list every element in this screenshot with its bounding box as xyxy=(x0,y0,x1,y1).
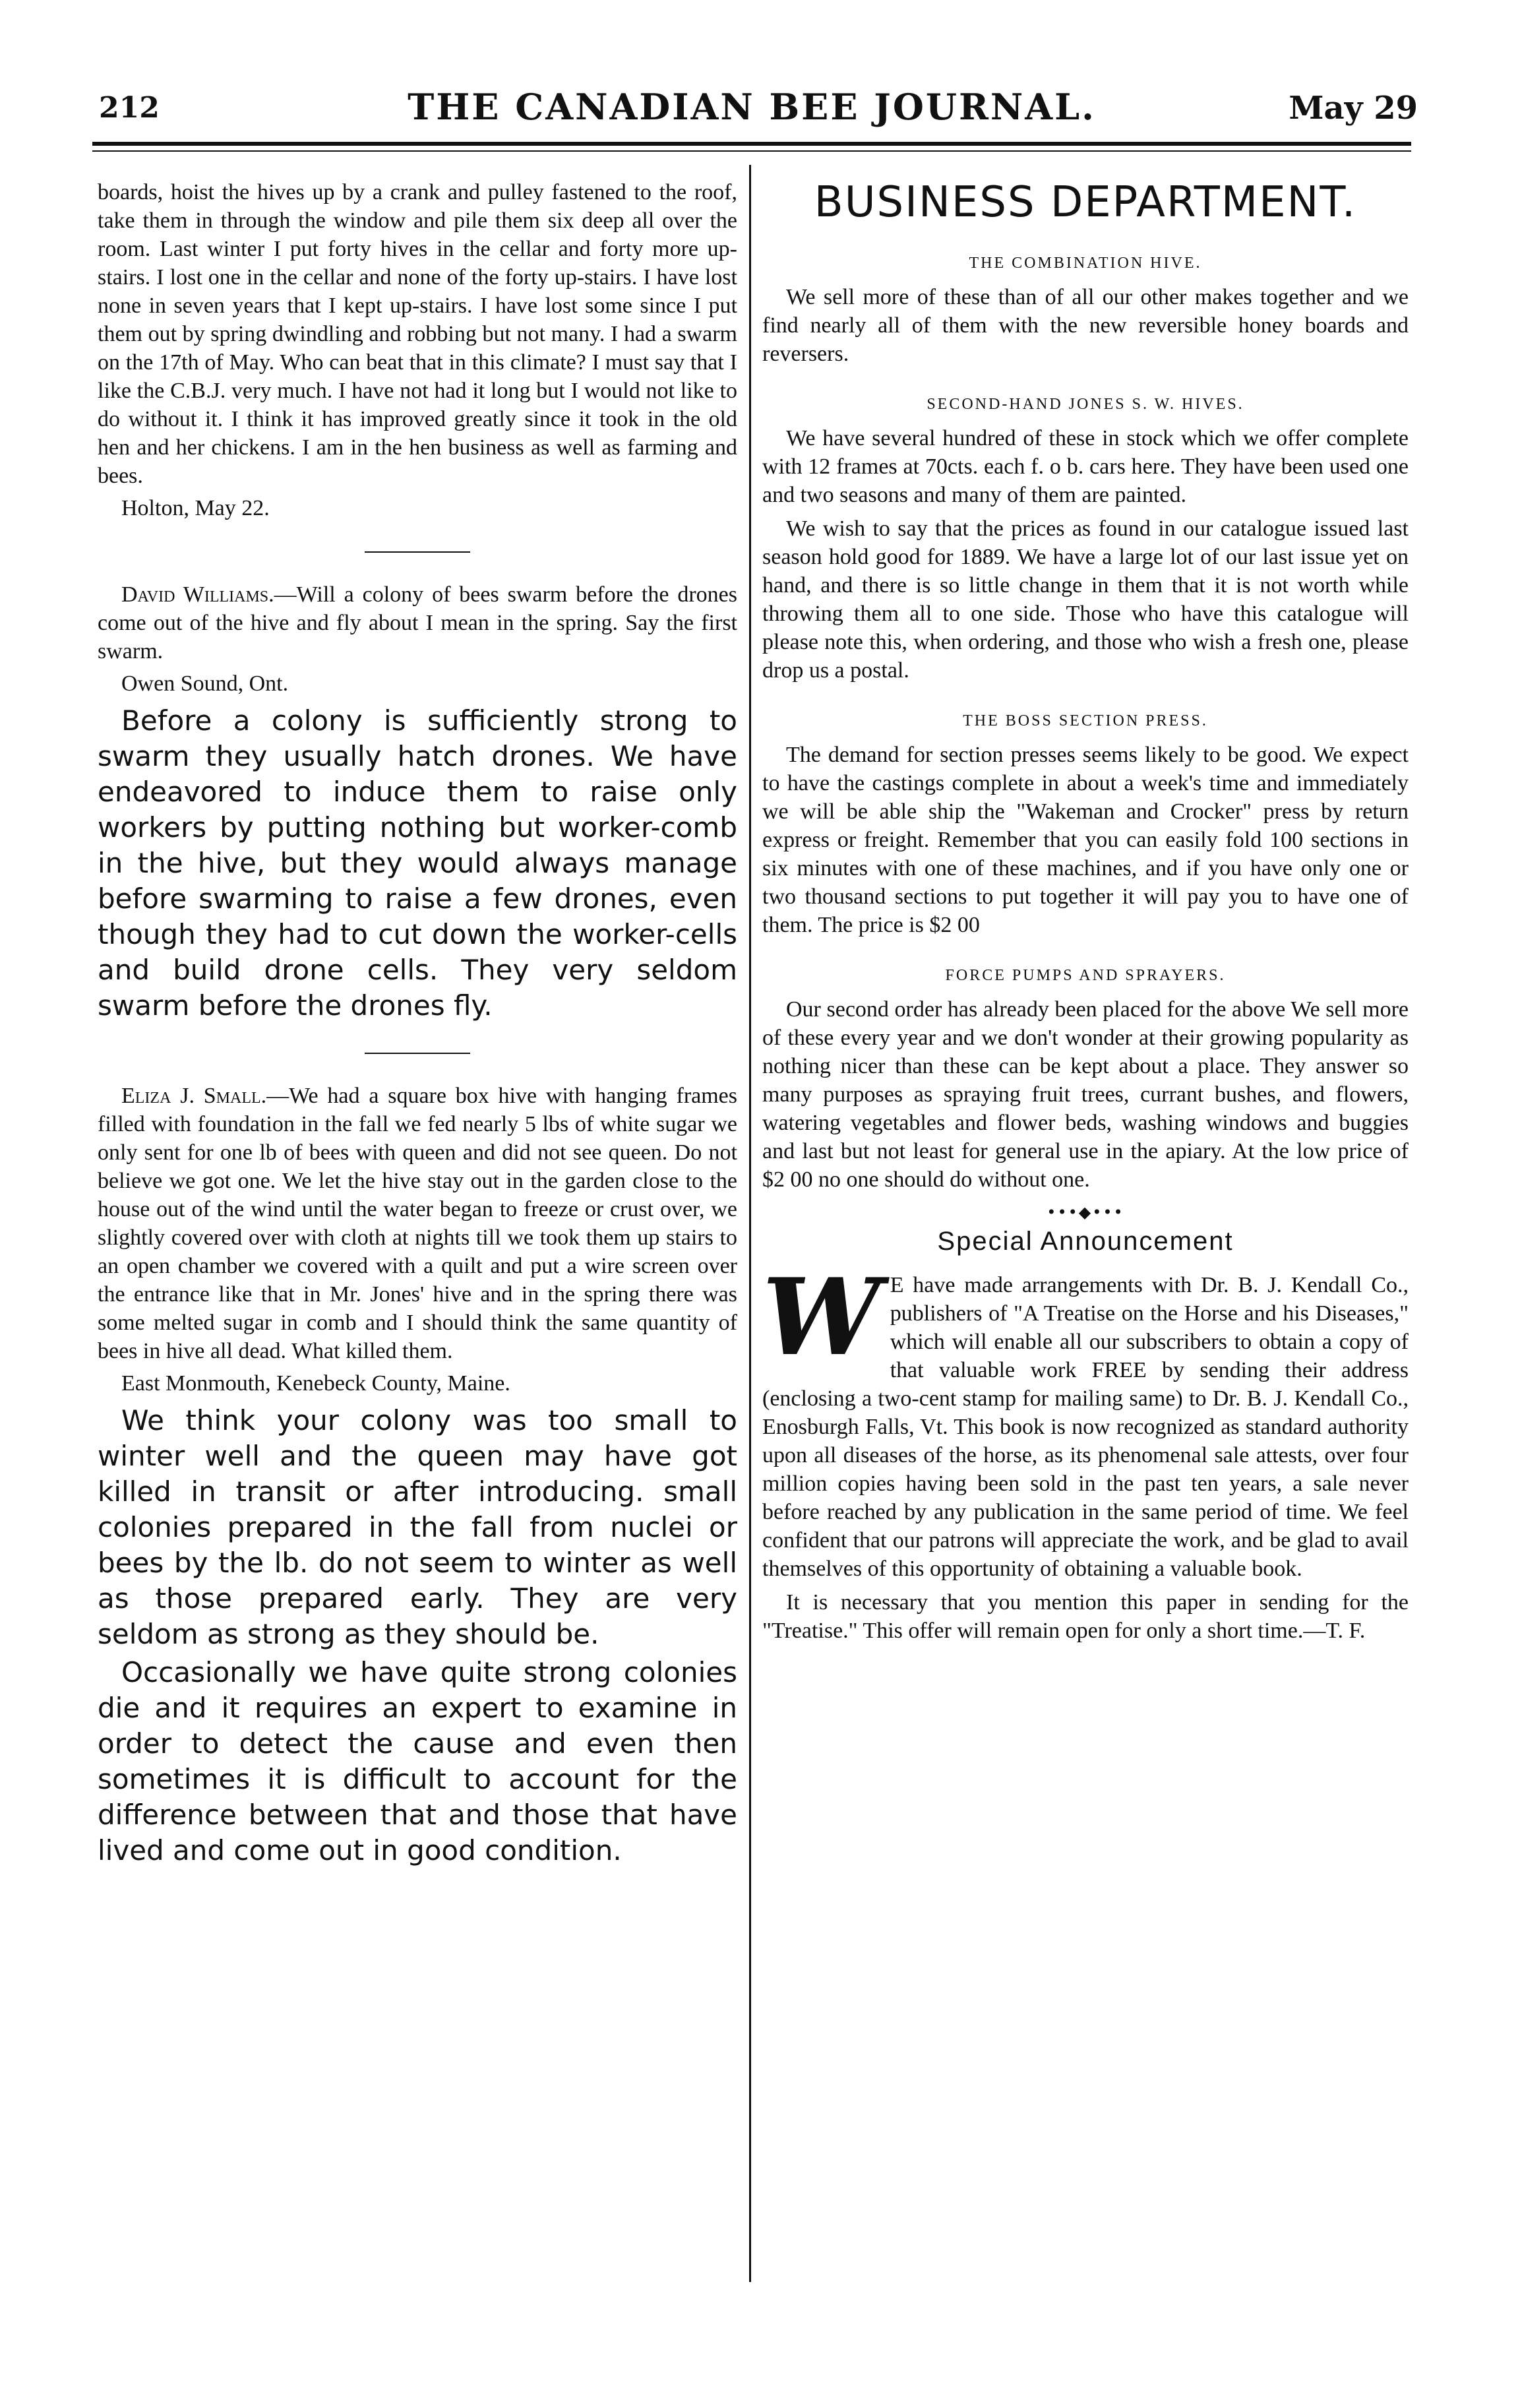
letter-continuation: boards, hoist the hives up by a crank and pulley fastened to the roof, take them in through the window and pile them six deep all over the room. Last winter I put forty hives in the cellar and forty more up-stairs. I lost one in the cellar and none of the forty up-stairs. I have lost none in seven years that I kept up-stairs. I have lost some since I put them out by spring dwindling and robbing but not many. I had a swarm on the 17th of May. Who can beat that in this climate? I must say that I like the C.B.J. very much. I have not had it long but I would not like to do without it. I think it has improved greatly since it took in the old hen and her chickens. I am in the hen business as well as farming and bees. xyxy=(98,180,737,488)
section-heading: SECOND-HAND JONES S. W. HIVES. xyxy=(927,396,1244,413)
page-header xyxy=(79,86,1424,132)
letter-signoff: Holton, May 22. xyxy=(121,496,270,520)
section-heading: THE COMBINATION HIVE. xyxy=(969,255,1202,272)
column-divider xyxy=(749,165,751,2282)
announcement-text: E have made arrangements with Dr. B. J. Kendall Co., publishers of "A Treatise on the Horse and his Diseases," which will enable all our subscribers to obtain a copy of that valuable work FREE by sending their address (enclosing a two-cent stamp for mailing same) to Dr. B. J. Kendall Co., Enosburgh Falls, Vt. This book is now recognized as standard authority upon all diseases of the horse, as its phenomenal sale attests, over four million copies having been sold in the past ten years, a sale never before reached by any publication in the same period of time. We feel confident that our patrons will appreciate the work, and be glad to avail themselves of this opportunity of obtaining a valuable book. xyxy=(762,1273,1409,1581)
header-rule-thin xyxy=(92,150,1411,152)
section-text: We wish to say that the prices as found in our catalogue issued last season hold good for 1889. We have a large lot of our last issue yet on hand, and there is so little change in them that it is not worth while throwing them all to one side. Those who have this catalogue will please note this, when ordering, and those who wish a fresh one, please drop us a postal. xyxy=(762,516,1409,683)
editor-answer: We think your colony was too small to winter well and the queen may have got killed in transit or after introducing. small colonies prepared in the fall from nuclei or bees by the lb. do not seem to winter as well as those prepared early. They are very seldom as strong as they should be. xyxy=(98,1404,737,1650)
question-signoff: Owen Sound, Ont. xyxy=(121,671,289,696)
right-column xyxy=(762,178,1409,1650)
issue-date: May 29 xyxy=(1289,90,1418,127)
announcement-text: It is necessary that you mention this paper in sending for the "Treatise." This offer will remain open for only a short time.—T. F. xyxy=(762,1590,1409,1643)
section-text: We sell more of these than of all our other makes together and we find nearly all of them with the new reversible honey boards and reversers. xyxy=(762,285,1409,366)
section-heading: THE BOSS SECTION PRESS. xyxy=(963,712,1208,729)
ornament-divider: •••◆••• xyxy=(1047,1203,1124,1221)
question-text: —Will a colony of bees swarm before the drones come out of the hive and fly about I mean in the spring. Say the first swarm. xyxy=(98,582,737,664)
divider xyxy=(365,1053,470,1054)
announcement-title: Special Announcement xyxy=(937,1227,1234,1256)
left-column xyxy=(98,178,737,1871)
page-number: 212 xyxy=(99,91,160,125)
section-heading: FORCE PUMPS AND SPRAYERS. xyxy=(945,967,1226,984)
journal-title: THE CANADIAN BEE JOURNAL. xyxy=(408,86,1096,128)
author-name: David Williams. xyxy=(121,582,274,607)
editor-answer: Occasionally we have quite strong colonies die and it requires an expert to examine in order to detect the cause and even then sometimes it is difficult to account for the difference between that and those that have lived and come out in good condition. xyxy=(98,1656,737,1867)
question-williams xyxy=(98,580,737,665)
author-name: Eliza J. Small. xyxy=(121,1084,267,1108)
section-text: We have several hundred of these in stock which we offer complete with 12 frames at 70cts. each f. o b. cars here. They have been used one and two seasons and many of them are painted. xyxy=(762,426,1409,507)
question-signoff: East Monmouth, Kenebeck County, Maine. xyxy=(121,1371,510,1396)
editor-answer: Before a colony is sufficiently strong to swarm they usually hatch drones. We have endeavored to induce them to raise only workers by putting nothing but worker-comb in the hive, but they would always manage before swarming to raise a few drones, even though they had to cut down the worker-cells and build drone cells. They very seldom swarm before the drones fly. xyxy=(98,704,737,1022)
section-text: Our second order has already been placed for the above We sell more of these every year and we don't wonder at their growing popularity as nothing nicer than these can be kept about a place. They answer so many purposes as spraying fruit trees, currant bushes, and flowers, watering vegetables and flower beds, washing windows and buggies and last but not least for general use in the apiary. At the low price of $2 00 no one should do without one. xyxy=(762,997,1409,1192)
drop-cap: W xyxy=(762,1255,881,1379)
question-text: —We had a square box hive with hanging frames filled with foundation in the fall we fed nearly 5 lbs of white sugar we only sent for one lb of bees with queen and did not see queen. Do not believe we got one. We let the hive stay out in the garden close to the house out of the wind until the water began to freeze or crust over, we slightly covered over with cloth at nights till we took them up stairs to an open chamber we covered with a quilt and put a wire screen over the entrance like that in Mr. Jones' hive and in the spring there was some melted sugar in comb and I should think the same quantity of bees in hive all dead. What killed them. xyxy=(98,1084,737,1363)
section-text: The demand for section presses seems likely to be good. We expect to have the castings complete in about a week's time and immediately we will be able ship the "Wakeman and Crocker" press by return express or freight. Remember that you can easily fold 100 sections in six minutes with one of these machines, and if you have only one or two thousand sections to put together it will pay you to have one of them. The price is $2 00 xyxy=(762,743,1409,937)
divider xyxy=(365,551,470,553)
announcement xyxy=(762,1255,1409,1583)
department-title: BUSINESS DEPARTMENT. xyxy=(814,178,1357,227)
question-small xyxy=(98,1082,737,1365)
header-rule xyxy=(92,142,1411,146)
